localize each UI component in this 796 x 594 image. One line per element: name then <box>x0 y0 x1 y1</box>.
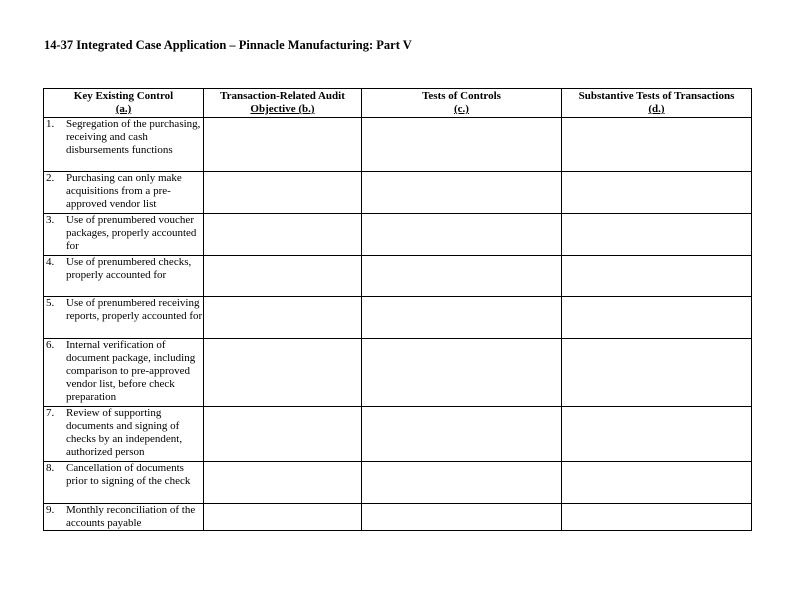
control-cell <box>44 504 204 531</box>
row-number: 5. <box>46 297 55 309</box>
header-sub: (c.) <box>454 103 469 115</box>
row-number: 8. <box>46 462 55 474</box>
substantive-tests-cell[interactable] <box>562 256 752 297</box>
control-cell <box>44 339 204 407</box>
tests-of-controls-cell[interactable] <box>362 407 562 462</box>
control-text: Monthly reconciliation of the accounts payable <box>66 504 196 529</box>
row-number: 4. <box>46 256 55 268</box>
tests-of-controls-cell[interactable] <box>362 172 562 214</box>
table-row <box>44 118 752 172</box>
document-title: 14-37 Integrated Case Application – Pinnacle Manufacturing: Part V <box>44 38 412 52</box>
substantive-tests-cell[interactable] <box>562 407 752 462</box>
table-row <box>44 504 752 531</box>
table-row <box>44 172 752 214</box>
substantive-tests-cell[interactable] <box>562 297 752 339</box>
audit-objective-cell[interactable] <box>204 256 362 297</box>
control-text: Cancellation of documents prior to signing of the check <box>66 462 191 487</box>
substantive-tests-cell[interactable] <box>562 214 752 256</box>
tests-of-controls-cell[interactable] <box>362 256 562 297</box>
audit-objective-cell[interactable] <box>204 214 362 256</box>
tests-of-controls-cell[interactable] <box>362 462 562 504</box>
control-text: Review of supporting documents and signing of checks by an independent, authorized person <box>66 407 183 458</box>
table-header-row <box>44 89 752 118</box>
control-cell <box>44 214 204 256</box>
control-cell <box>44 256 204 297</box>
tests-of-controls-cell[interactable] <box>362 339 562 407</box>
control-text: Use of prenumbered checks, properly accounted for <box>66 256 192 281</box>
control-text: Segregation of the purchasing, receiving and cash disbursements functions <box>66 118 201 156</box>
control-text: Purchasing can only make acquisitions from a pre-approved vendor list <box>66 172 182 210</box>
audit-objective-cell[interactable] <box>204 504 362 531</box>
substantive-tests-cell[interactable] <box>562 339 752 407</box>
table-row <box>44 462 752 504</box>
table-row <box>44 297 752 339</box>
table-row <box>44 256 752 297</box>
header-label: Key Existing Control <box>73 90 174 102</box>
audit-objective-cell[interactable] <box>204 118 362 172</box>
row-number: 1. <box>46 118 55 130</box>
tests-of-controls-cell[interactable] <box>362 297 562 339</box>
row-number: 9. <box>46 504 55 516</box>
header-key-existing-control <box>44 89 204 118</box>
table-row <box>44 339 752 407</box>
header-label: Tests of Controls <box>422 90 501 102</box>
header-sub: (a.) <box>115 103 132 115</box>
row-number: 2. <box>46 172 55 184</box>
substantive-tests-cell[interactable] <box>562 504 752 531</box>
control-cell <box>44 462 204 504</box>
control-cell <box>44 407 204 462</box>
header-label: Transaction-Related Audit <box>220 90 345 102</box>
controls-table <box>43 88 752 531</box>
header-tests-of-controls <box>362 89 562 118</box>
substantive-tests-cell[interactable] <box>562 462 752 504</box>
substantive-tests-cell[interactable] <box>562 118 752 172</box>
audit-objective-cell[interactable] <box>204 339 362 407</box>
table-row <box>44 407 752 462</box>
control-cell <box>44 172 204 214</box>
audit-objective-cell[interactable] <box>204 297 362 339</box>
header-substantive-tests <box>562 89 752 118</box>
audit-objective-cell[interactable] <box>204 407 362 462</box>
header-audit-objective <box>204 89 362 118</box>
row-number: 7. <box>46 407 55 419</box>
audit-objective-cell[interactable] <box>204 462 362 504</box>
audit-objective-cell[interactable] <box>204 172 362 214</box>
control-text: Internal verification of document package, including comparison to pre-approved vendor list, before check preparation <box>66 339 196 403</box>
tests-of-controls-cell[interactable] <box>362 214 562 256</box>
control-text: Use of prenumbered voucher packages, properly accounted for <box>66 214 197 252</box>
tests-of-controls-cell[interactable] <box>362 504 562 531</box>
header-label: Substantive Tests of Transactions <box>578 90 735 102</box>
row-number: 6. <box>46 339 55 351</box>
row-number: 3. <box>46 214 55 226</box>
table-row <box>44 214 752 256</box>
header-sub: Objective (b.) <box>250 103 315 115</box>
header-sub: (d.) <box>648 103 665 115</box>
control-cell <box>44 297 204 339</box>
control-text: Use of prenumbered receiving reports, properly accounted for <box>66 297 203 322</box>
control-cell <box>44 118 204 172</box>
substantive-tests-cell[interactable] <box>562 172 752 214</box>
tests-of-controls-cell[interactable] <box>362 118 562 172</box>
